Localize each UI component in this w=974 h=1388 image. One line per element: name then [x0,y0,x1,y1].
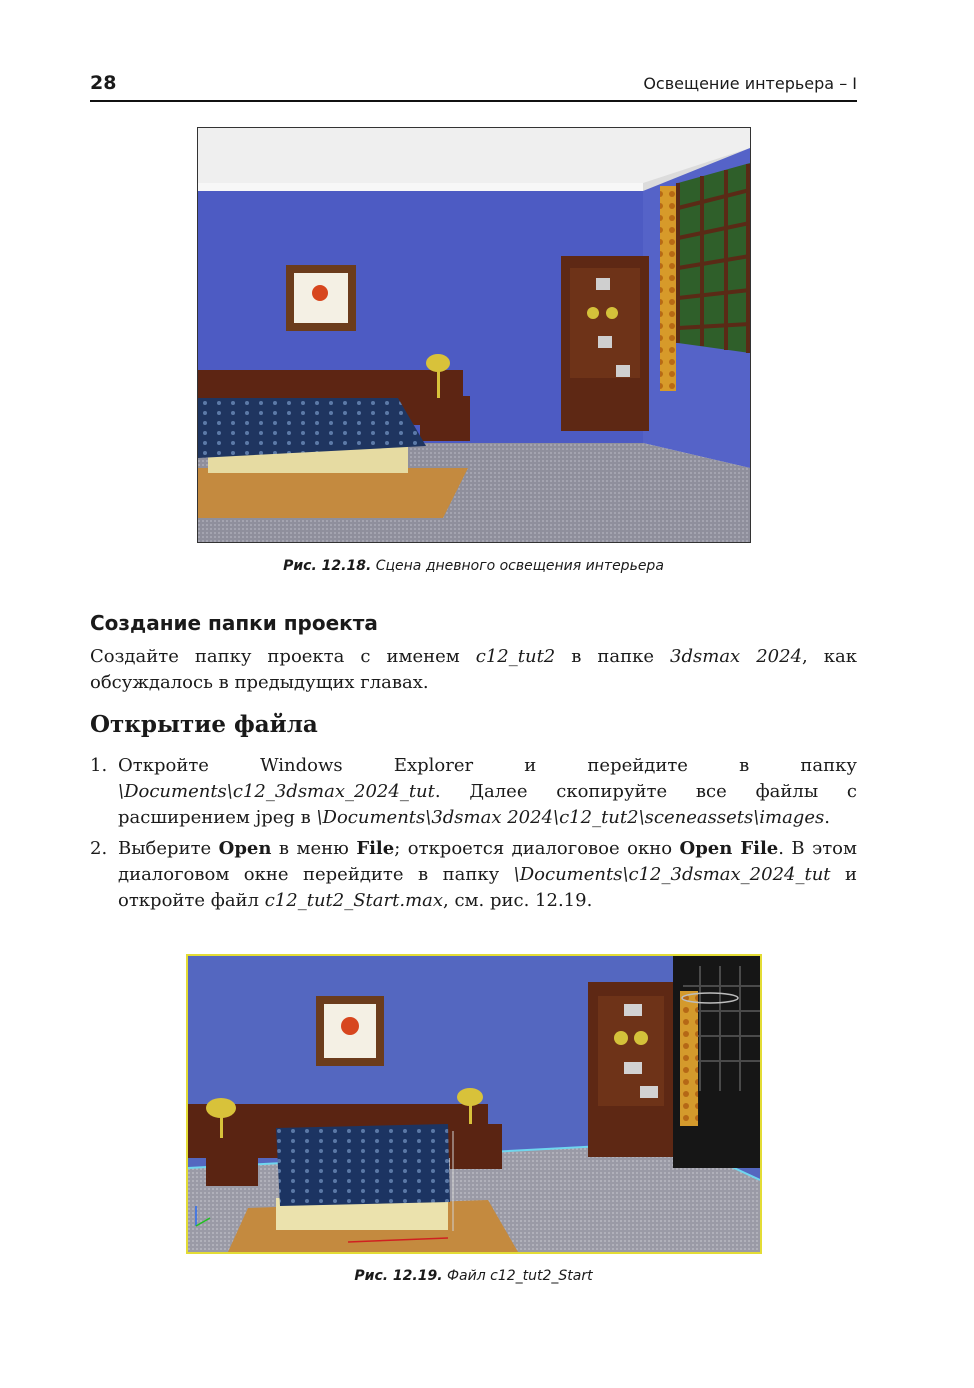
text-run: Open [218,838,272,859]
list-item-text [118,836,857,914]
figure-12-19-label: Рис. 12.19. [354,1268,443,1284]
text-run: ; откроется диалоговое окно [394,838,680,859]
text-run: c12_tut2_Start.max [264,890,444,911]
section-paragraph [90,644,857,696]
page-number: 28 [90,72,117,94]
list-item-number: 1. [90,755,108,776]
text-run: Создайте папку проекта с именем [90,646,476,667]
figure-12-18-label: Рис. 12.18. [283,558,372,574]
text-run: c12_tut2 [475,646,556,667]
text-run: , как обсуждалось в предыдущих главах. [90,646,857,693]
text-run: 3dsmax 2024 [670,646,803,667]
list-item [90,753,857,831]
text-run: , см. рис. 12.19. [443,890,593,911]
list-item-text [118,753,857,831]
steps-list [90,836,857,914]
text-run: . [824,807,830,828]
text-run: в меню [271,838,357,859]
running-title: Освещение интерьера – I [643,74,857,93]
steps-list [90,753,857,831]
page-header [90,70,857,102]
text-run: и откройте файл [118,864,858,911]
text-run: \Documents\c12_3dsmax_2024_tut [118,781,435,802]
text-run: . Далее скопируйте все файлы с расширением jpeg в [118,781,857,828]
text-run: . В этом диалоговом окне перейдите в папку [118,838,858,885]
text-run: Выберите [118,838,219,859]
text-run: File [356,838,395,859]
figure-12-19-title: Файл c12_tut2_Start [447,1268,593,1284]
rich-text [90,646,857,693]
figure-12-18-image [197,127,751,543]
text-run: в папке [555,646,671,667]
text-run: Откройте Windows Explorer и перейдите в папку [118,755,857,776]
text-run: \Documents\3dsmax 2024\c12_tut2\sceneassets\images [316,807,825,828]
list-item [90,836,857,914]
list-item-number: 2. [90,838,108,859]
figure-12-18-caption [90,558,857,574]
section-heading-project-folder: Создание папки проекта [90,611,378,635]
text-run: \Documents\c12_3dsmax_2024_tut [513,864,831,885]
text-run: Open File [679,838,779,859]
figure-12-19-caption [90,1268,857,1284]
figure-12-18-title: Сцена дневного освещения интерьера [375,558,664,574]
section-heading-open-file: Открытие файла [90,711,318,738]
figure-12-19-image [186,954,762,1254]
